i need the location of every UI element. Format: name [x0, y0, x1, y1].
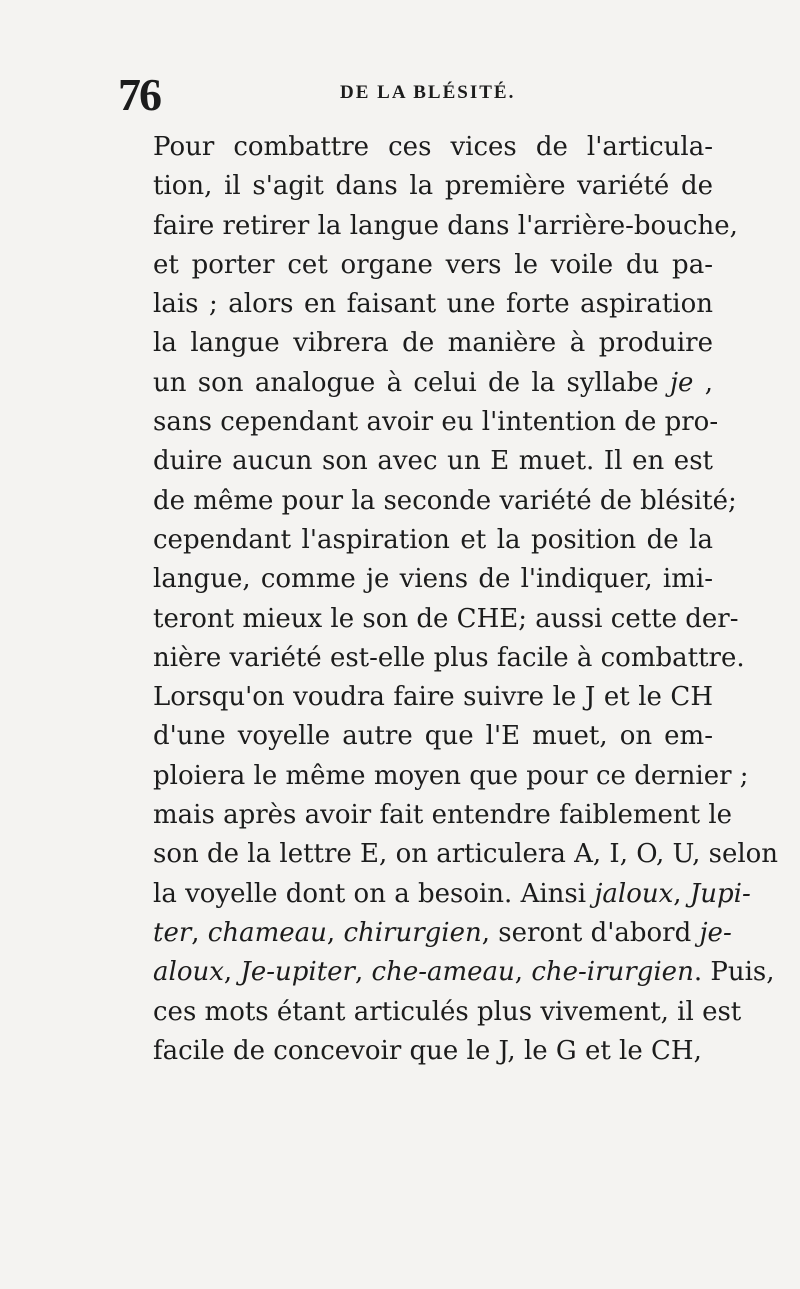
text-segment: , — [326, 917, 344, 948]
text-line — [153, 128, 713, 167]
text-line — [153, 207, 738, 246]
text-segment: , — [514, 957, 532, 988]
text-line — [153, 324, 713, 363]
text-segment: cependant l'aspiration et la position de la — [153, 524, 713, 555]
text-line — [153, 560, 713, 599]
text-segment: lais ; alors en faisant une forte aspiration — [153, 289, 713, 320]
text-segment: la voyelle dont on a besoin. Ainsi — [153, 878, 595, 909]
text-segment: mais après avoir fait entendre faiblement le — [153, 800, 733, 831]
text-segment: de même pour la seconde variété de blésité; — [153, 485, 737, 516]
italic-word: chirurgien — [343, 917, 482, 948]
text-line — [153, 521, 713, 560]
text-segment: sans cependant avoir eu l'intention de pro- — [153, 407, 719, 438]
text-line — [153, 796, 733, 835]
text-segment: ploiera le même moyen que pour ce dernier ; — [153, 760, 749, 791]
text-line — [153, 993, 742, 1032]
text-line — [153, 285, 713, 324]
text-segment: tion, il s'agit dans la première variété de — [153, 171, 713, 202]
page-header — [118, 60, 718, 120]
text-segment: teront mieux le son de CHE; aussi cette der- — [153, 603, 739, 634]
text-segment: d'une voyelle autre que l'E muet, on em- — [153, 721, 713, 752]
text-segment: faire retirer la langue dans l'arrière-bouche, — [153, 210, 738, 241]
text-line — [153, 757, 749, 796]
running-head: DE LA BLÉSITÉ. — [340, 82, 516, 103]
text-segment: , — [673, 878, 690, 909]
text-line — [153, 875, 751, 914]
text-line — [153, 364, 713, 403]
text-line — [153, 835, 779, 874]
text-line — [153, 442, 713, 481]
italic-word: Je-upiter — [240, 957, 355, 988]
italic-word: che-ameau — [371, 957, 515, 988]
italic-word: je- — [699, 917, 732, 948]
text-line — [153, 678, 713, 717]
text-line — [153, 914, 732, 953]
text-line — [153, 953, 775, 992]
text-line — [153, 600, 739, 639]
italic-word: ter — [153, 917, 192, 948]
text-segment: , — [191, 917, 208, 948]
italic-word: jaloux — [594, 878, 674, 909]
text-line — [153, 717, 713, 756]
text-segment: un son analogue à celui de la syllabe — [153, 367, 670, 398]
text-segment: ces mots étant articulés plus vivement, il est — [153, 996, 742, 1027]
text-segment: et porter cet organe vers le voile du pa- — [153, 249, 713, 280]
italic-word: che-irurgien — [531, 957, 694, 988]
text-segment: facile de concevoir que le J, le G et le CH, — [153, 1035, 702, 1066]
page-number: 76 — [118, 69, 160, 120]
italic-word: aloux — [153, 957, 224, 988]
text-segment: langue, comme je viens de l'indiquer, imi- — [153, 564, 713, 595]
text-segment: la langue vibrera de manière à produire — [153, 328, 713, 359]
text-line — [153, 403, 719, 442]
text-segment: . Puis, — [693, 957, 775, 988]
text-segment: son de la lettre E, on articulera A, I, O, U, selon — [153, 839, 779, 870]
text-segment: , — [693, 367, 713, 398]
text-segment: duire aucun son avec un E muet. Il en est — [153, 446, 713, 477]
text-segment: , — [223, 957, 241, 988]
text-line — [153, 482, 737, 521]
body-text — [153, 128, 779, 1071]
text-segment: , — [354, 957, 372, 988]
text-line — [153, 246, 713, 285]
text-segment: , seront d'abord — [481, 917, 700, 948]
text-segment: nière variété est-elle plus facile à combattre. — [153, 642, 745, 673]
text-line — [153, 1032, 713, 1071]
text-segment: Pour combattre ces vices de l'articula- — [153, 132, 713, 162]
text-line — [153, 167, 713, 206]
text-line — [153, 639, 745, 678]
italic-word: je — [669, 367, 694, 398]
text-segment: Lorsqu'on voudra faire suivre le J et le CH — [153, 682, 713, 713]
italic-word: Jupi- — [689, 878, 751, 909]
italic-word: chameau — [207, 917, 327, 948]
